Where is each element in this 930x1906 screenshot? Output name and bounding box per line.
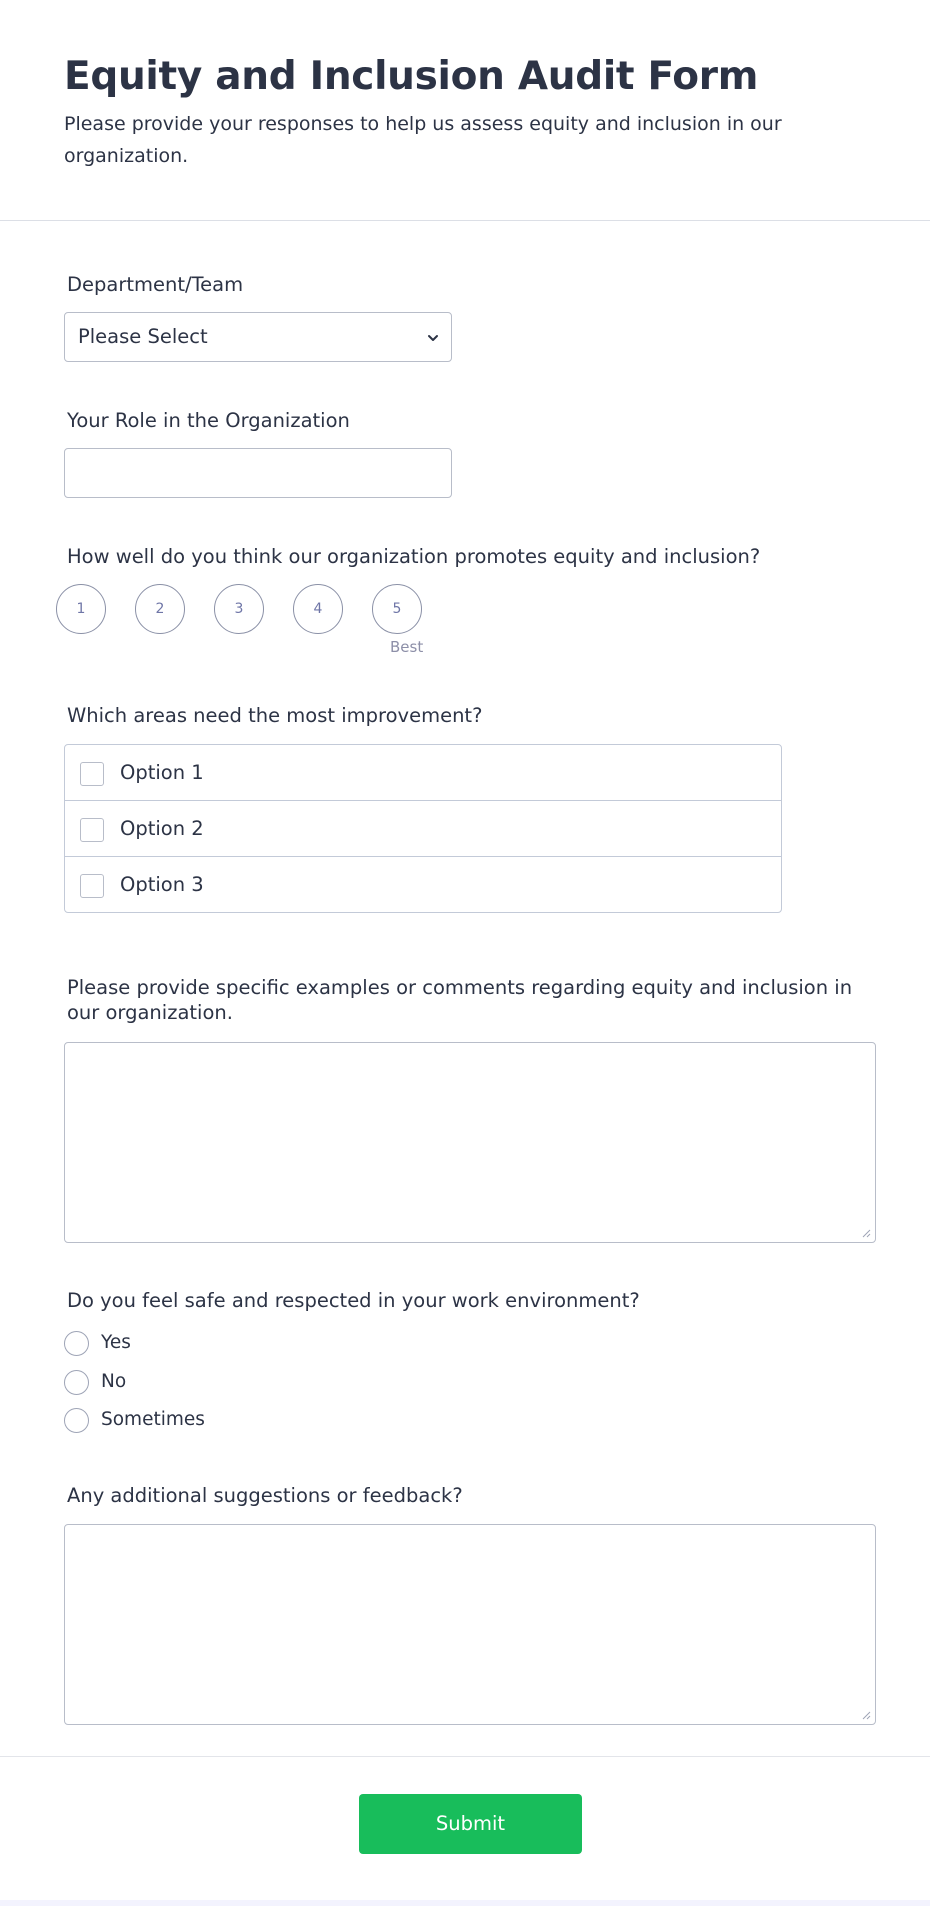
checkbox-option-1[interactable] bbox=[65, 745, 781, 801]
suggestions-question: Any additional suggestions or feedback? bbox=[67, 1484, 463, 1507]
resize-handle-icon[interactable] bbox=[862, 1229, 871, 1238]
page-subtitle: Please provide your responses to help us assess equity and inclusion in our organization. bbox=[64, 113, 782, 167]
role-label: Your Role in the Organization bbox=[67, 409, 350, 432]
rating-option-2[interactable]: 2 bbox=[135, 584, 185, 634]
rating-option-3[interactable]: 3 bbox=[214, 584, 264, 634]
radio-button[interactable] bbox=[64, 1408, 89, 1433]
resize-handle-icon[interactable] bbox=[862, 1711, 871, 1720]
checkbox[interactable] bbox=[80, 818, 104, 842]
checkbox-label: Option 2 bbox=[120, 817, 204, 840]
radio-label: No bbox=[101, 1371, 127, 1392]
checkbox-label: Option 1 bbox=[120, 761, 204, 784]
radio-label: Yes bbox=[101, 1332, 131, 1353]
checkbox-option-2[interactable] bbox=[65, 801, 781, 857]
rating-question: How well do you think our organization promotes equity and inclusion? bbox=[67, 545, 761, 568]
submit-button[interactable]: Submit bbox=[359, 1794, 582, 1854]
department-select-value: Please Select bbox=[78, 325, 208, 348]
rating-best-label: Best bbox=[390, 638, 424, 656]
checkbox[interactable] bbox=[80, 874, 104, 898]
rating-option-5[interactable]: 5 bbox=[372, 584, 422, 634]
footer-divider bbox=[0, 1756, 930, 1757]
radio-button[interactable] bbox=[64, 1370, 89, 1395]
department-label: Department/Team bbox=[67, 273, 244, 296]
improvement-question: Which areas need the most improvement? bbox=[67, 704, 483, 727]
checkbox-option-3[interactable] bbox=[65, 857, 781, 912]
rating-option-4[interactable]: 4 bbox=[293, 584, 343, 634]
rating-option-1[interactable]: 1 bbox=[56, 584, 106, 634]
checkbox-label: Option 3 bbox=[120, 873, 204, 896]
examples-question: Please provide specific examples or comments regarding equity and inclusion in our organization. bbox=[67, 976, 853, 1024]
form-header bbox=[0, 0, 930, 221]
examples-textarea[interactable] bbox=[64, 1042, 876, 1243]
radio-label: Sometimes bbox=[101, 1409, 205, 1430]
checkbox[interactable] bbox=[80, 762, 104, 786]
chevron-down-icon bbox=[425, 330, 441, 346]
role-input[interactable] bbox=[64, 448, 452, 498]
radio-button[interactable] bbox=[64, 1331, 89, 1356]
improvement-checkbox-group bbox=[64, 744, 782, 913]
department-select[interactable] bbox=[64, 312, 452, 362]
page-title: Equity and Inclusion Audit Form bbox=[64, 54, 759, 99]
suggestions-textarea[interactable] bbox=[64, 1524, 876, 1725]
safety-question: Do you feel safe and respected in your work environment? bbox=[67, 1289, 640, 1312]
